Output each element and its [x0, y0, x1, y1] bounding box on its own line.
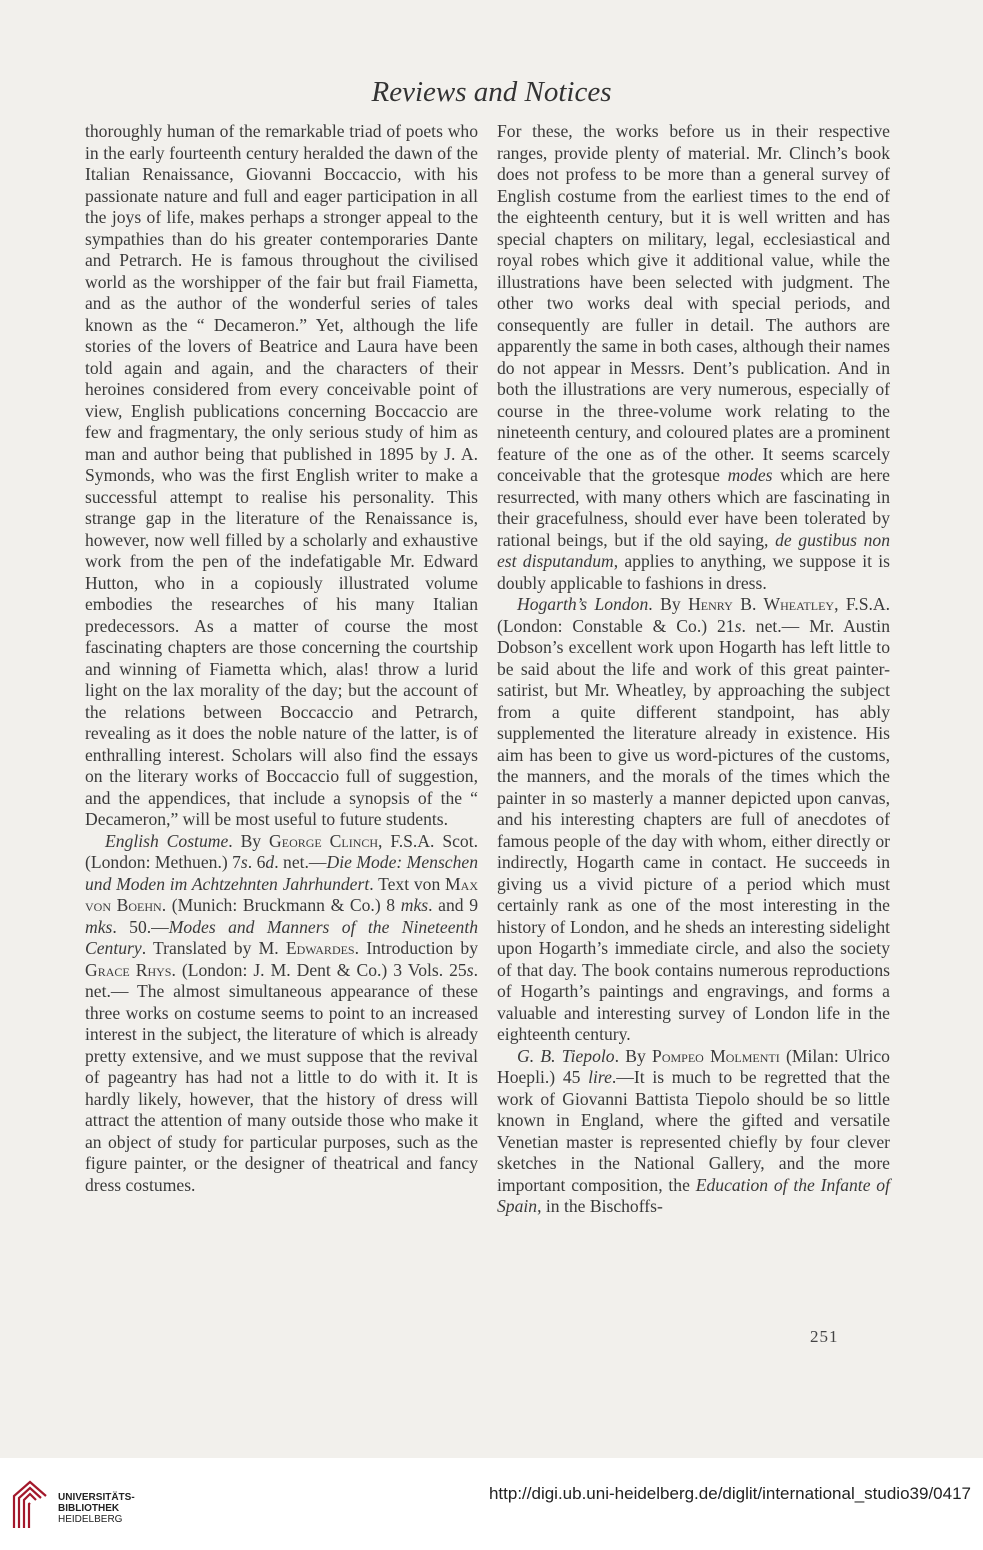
page-number: 251	[810, 1327, 839, 1346]
library-name-line2: BIBLIOTHEK	[58, 1503, 120, 1514]
paragraph-p4: Hogarth’s London. By Henry B. Wheatley, F.S.A. (London: Constable & Co.) 21s. net.— Mr. Austin Dobson’s excellent work upon Hogarth has left little to be said about the life and work of this great painter-satirist, but Mr. Wheatley, by approaching the subject from a quite different standpoint, has ably supplemented the literature already in existence. His aim has been to give us word-pictures of the customs, the manners, and the morals of the times which the painter in so masterly a manner depicted upon canvas, and his interesting chapters are full of anecdotes of famous people of the day with whom, either directly or indirectly, Hogarth came in contact. He succeeds in giving us a vivid picture of a period which must certainly rank as one of the most interesting in the history of London, and he sheds an interesting sidelight upon Hogarth’s immediate circle, and also the society of that day. The book contains numerous reproductions of Hogarth’s paintings and engravings, and forms a valuable and interesting survey of London life in the eighteenth century.	[497, 594, 890, 1044]
source-url[interactable]	[489, 1484, 971, 1504]
left-column	[85, 121, 478, 1196]
paragraph-p3: For these, the works before us in their respective ranges, provide plenty of material. Mr. Clinch’s book does not profess to be more than a general survey of English costume from the earliest times to the end of the eighteenth century, but it is well written and has special chapters on military, legal, ecclesiastical and royal robes which give it additional value, while the illustrations have been selected with judgment. The other two works deal with special periods, and consequently are fuller in detail. The authors are apparently the same in both cases, although their names do not appear in Messrs. Dent’s publication. And in both the illustrations are very numerous, especially of course in the three-volume work relating to the nineteenth century, and coloured plates are a prominent feature of the one as of the other. It seems scarcely conceivable that the grotesque modes which are here resurrected, with many others which are fascinating in their gracefulness, should ever have been tolerated by rational beings, but if the old saying, de gustibus non est disputandum, applies to anything, we suppose it is doubly applicable to fashions in dress.	[497, 121, 890, 593]
footer-bar	[0, 1458, 983, 1550]
library-name-line1: UNIVERSITÄTS-	[58, 1492, 135, 1503]
source-url-link[interactable]: http://digi.ub.uni-heidelberg.de/diglit/international_studio39/0417	[488, 1484, 971, 1503]
paragraph-p5: G. B. Tiepolo. By Pompeo Molmenti (Milan: Ulrico Hoepli.) 45 lire.—It is much to be regretted that the work of Giovanni Battista Tiepolo should be so little known in England, where the gifted and versatile Venetian master is represented chiefly by four clever sketches in the National Gallery, and the more important composition, the Education of the Infante of Spain, in the Bischoffs-	[497, 1045, 890, 1216]
running-header: Reviews and Notices	[371, 76, 612, 108]
library-logo-icon	[10, 1476, 54, 1532]
paragraph-p1: thoroughly human of the remarkable triad of poets who in the early fourteenth century heralded the dawn of the Italian Renaissance, Giovanni Boccaccio, with his passionate nature and full and eager participation in all the joys of life, makes perhaps a stronger appeal to the sympathies than do his greater contemporaries Dante and Petrarch. He is famous throughout the civilised world as the worshipper of the fair but frail Fiametta, and as the author of the wonderful series of tales known as the “ Decameron.” Yet, although the life stories of the lovers of Beatrice and Laura have been told again and again, and the characters of their heroines considered from every conceivable point of view, English publications concerning Boccaccio are few and fragmentary, the only serious study of him as man and author being that published in 1895 by J. A. Symonds, who was the first English writer to make a successful attempt to realise his personality. This strange gap in the literature of the Renaissance is, however, now well filled by a scholarly and exhaustive work from the pen of the indefatigable Mr. Edward Hutton, who in a copiously illustrated volume embodies the researches of his many Italian predecessors. As a matter of course the most fascinating chapters are those concerning the courtship and winning of Fiametta which, alas! throw a lurid light on the lax morality of the day; but the account of the relations between Boccaccio and Petrarch, revealing as it does the noble nature of the latter, is of enthralling interest. Scholars will also find the essays on the literary works of Boccaccio full of suggestion, and the appendices, that include a synopsis of the “ Decameron,” will be most useful to future students.	[85, 121, 478, 829]
paragraph-p2: English Costume. By George Clinch, F.S.A. Scot. (London: Methuen.) 7s. 6d. net.—Die Mode: Menschen und Moden im Achtzehnten Jahrhundert. Text von Max von Boehn. (Munich: Bruckmann & Co.) 8 mks. and 9 mks. 50.—Modes and Manners of the Nineteenth Century. Translated by M. Edwardes. Introduction by Grace Rhys. (London: J. M. Dent & Co.) 3 Vols. 25s. net.— The almost simultaneous appearance of these three works on costume seems to point to an increased interest in the subject, the literature of which is already pretty extensive, and we must suppose that the revival of pageantry has had not a little to do with it. It is hardly likely, however, that the history of dress will attract the attention of many outside those who make it an object of study for particular purposes, such as the figure painter, or the designer of theatrical and fancy dress costumes.	[85, 830, 479, 1195]
right-column	[497, 121, 890, 1218]
library-name	[58, 1492, 135, 1525]
library-name-line3: HEIDELBERG	[58, 1514, 123, 1525]
